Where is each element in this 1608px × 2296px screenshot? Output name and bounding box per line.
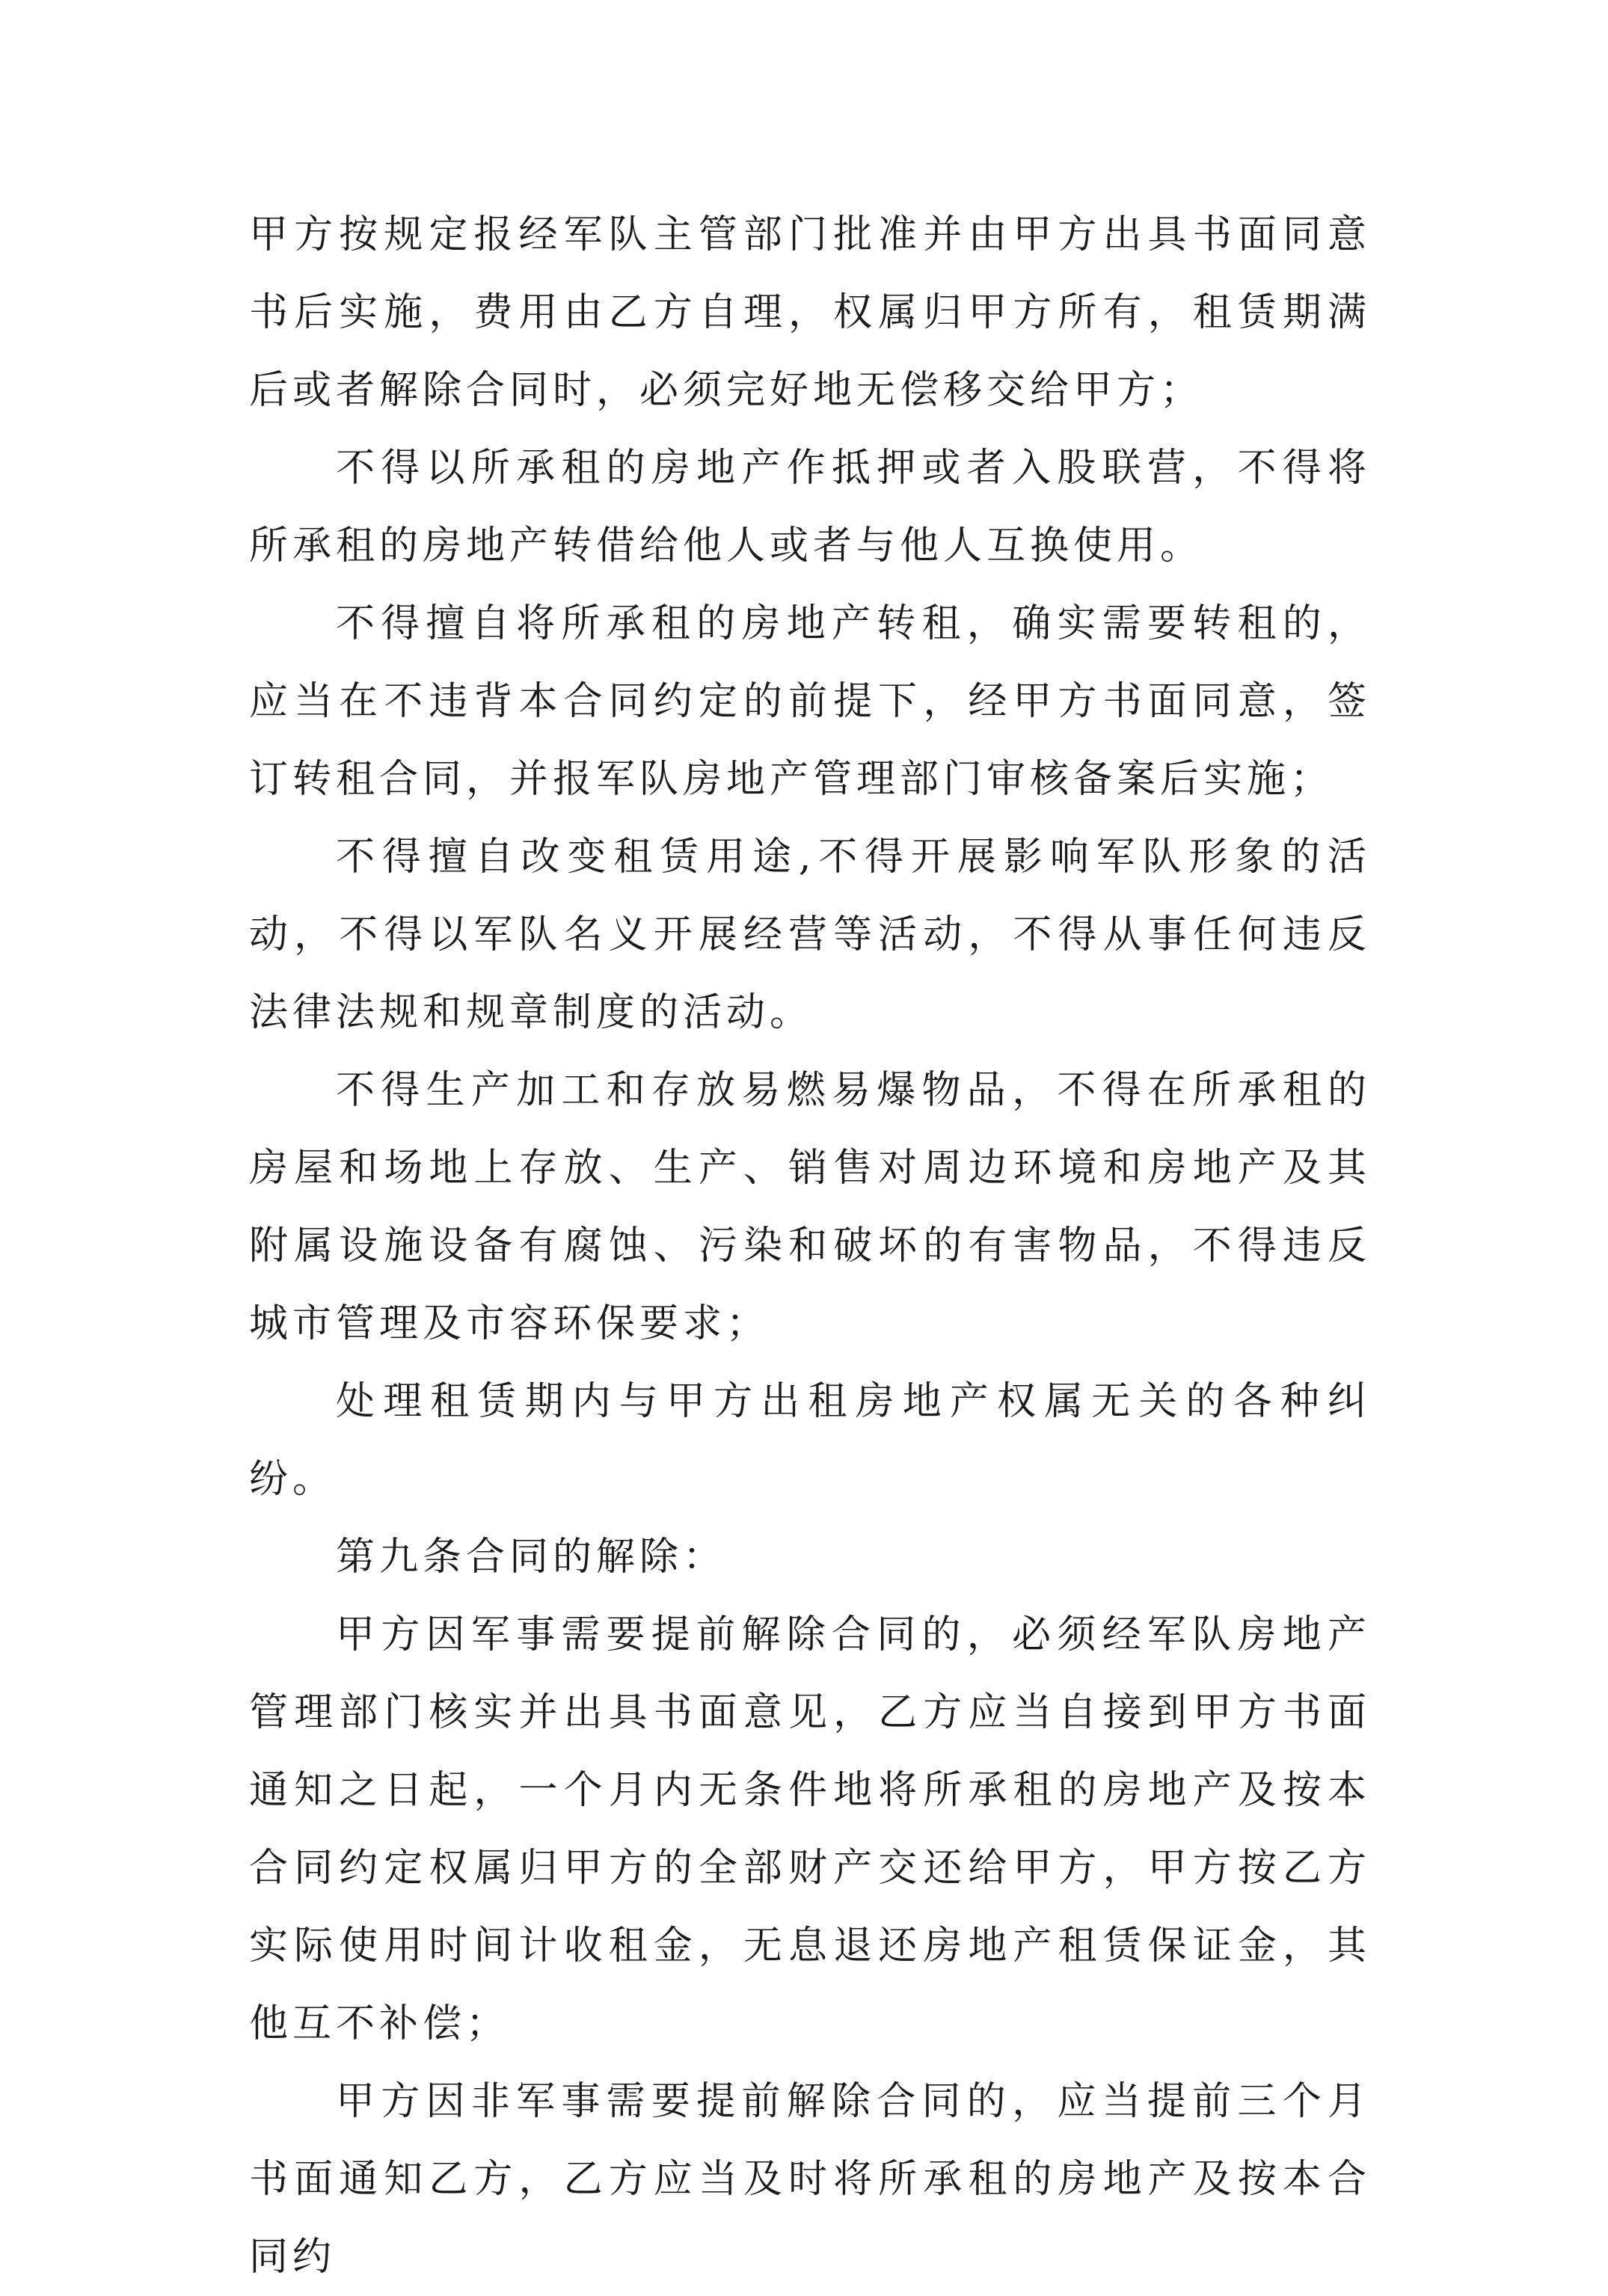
paragraph-no-hazardous: 不得生产加工和存放易燃易爆物品，不得在所承租的房屋和场地上存放、生产、销售对周边环境和房地产及其附属设施设备有腐蚀、污染和破坏的有害物品，不得违反城市管理及市容环保要求； [249,1068,1371,1346]
paragraph-no-change-use: 不得擅自改变租赁用途,不得开展影响军队形象的活动，不得以军队名义开展经营等活动，不得从事任何违反法律法规和规章制度的活动。 [249,835,1371,1035]
document-body [249,196,1371,2296]
paragraph-disputes: 处理租赁期内与甲方出租房地产权属无关的各种纠纷。 [249,1379,1371,1502]
section-heading-article-9: 第九条合同的解除： [336,1535,727,1580]
paragraph-non-military-termination: 甲方因非军事需要提前解除合同的，应当提前三个月书面通知乙方，乙方应当及时将所承租的房地产及按本合同约 [249,2079,1371,2280]
paragraph-continuation: 甲方按规定报经军队主管部门批准并由甲方出具书面同意书后实施，费用由乙方自理，权属归甲方所有，租赁期满后或者解除合同时，必须完好地无偿移交给甲方； [249,212,1371,413]
paragraph-no-mortgage: 不得以所承租的房地产作抵押或者入股联营，不得将所承租的房地产转借给他人或者与他人互换使用。 [249,446,1371,568]
paragraph-no-sublease: 不得擅自将所承租的房地产转租，确实需要转租的，应当在不违背本合同约定的前提下，经甲方书面同意，签订转租合同，并报军队房地产管理部门审核备案后实施； [249,601,1371,802]
paragraph-military-termination: 甲方因军事需要提前解除合同的，必须经军队房地产管理部门核实并出具书面意见，乙方应当自接到甲方书面通知之日起，一个月内无条件地将所承租的房地产及按本合同约定权属归甲方的全部财产交还给甲方，甲方按乙方实际使用时间计收租金，无息退还房地产租赁保证金，其他互不补偿； [249,1612,1371,2046]
